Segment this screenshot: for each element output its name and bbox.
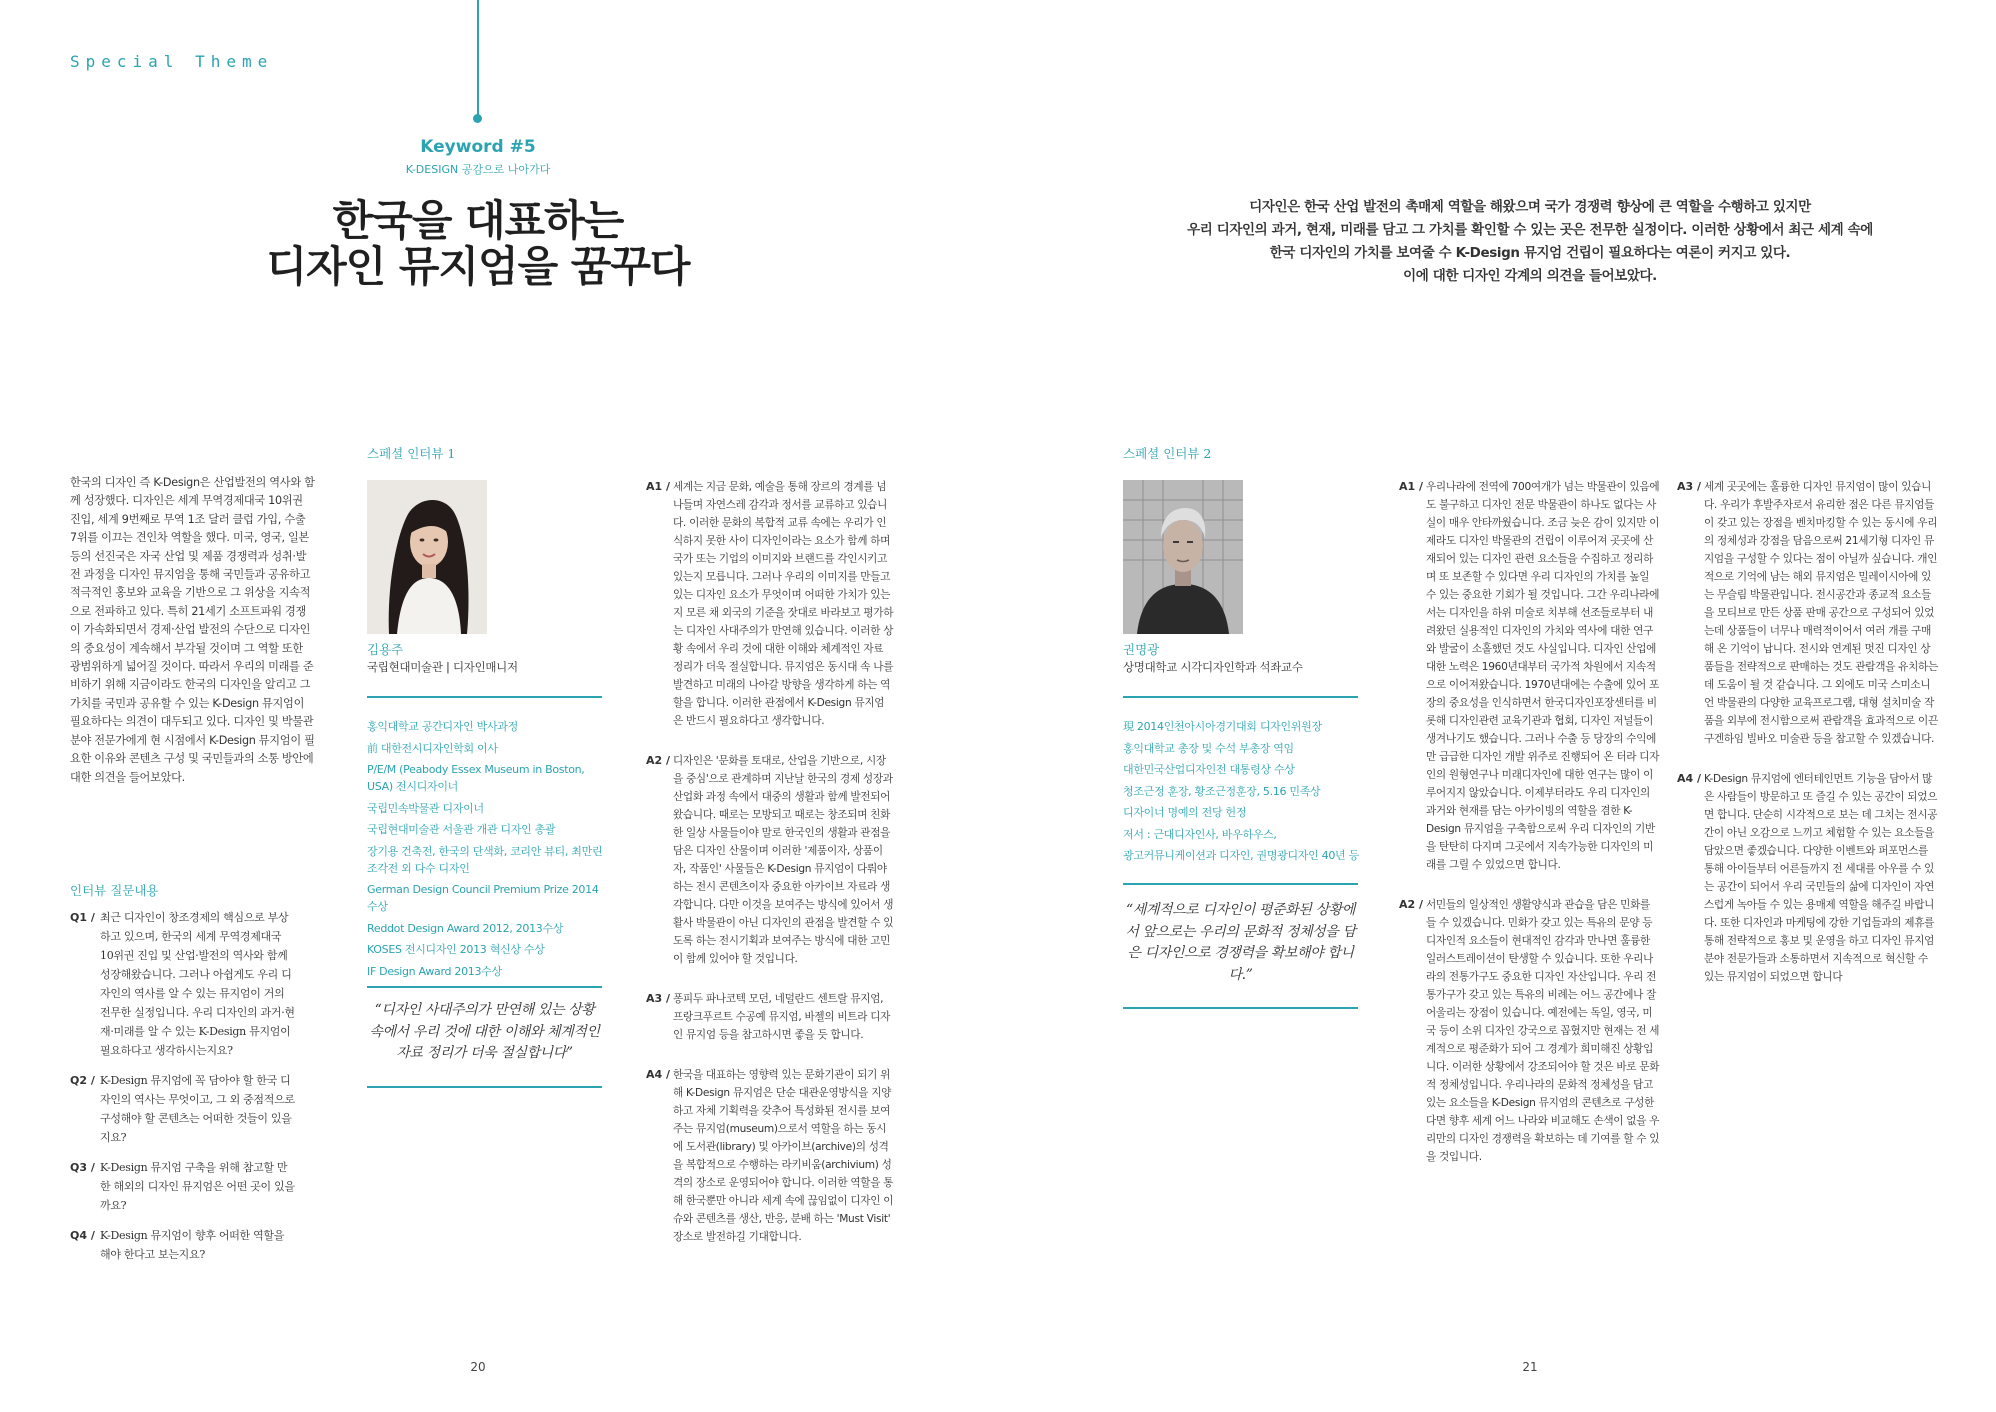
answer-text: 한국을 대표하는 영향력 있는 문화기관이 되기 위해 K-Design 뮤지엄은 단순 대관운영방식을 지양하고 자체 기획력을 갖추어 특성화된 전시를 보여주는 뮤지엄(museum)으로서 역할을 하는 동시에 도서관(library) 및 아카이브(archive)의 성격을 복합적으로 수행하는 라키비움(archivium) 성격의 장소로 운영되어야 합니다. 이러한 역할을 통해 한국뿐만 아니라 세계 속에 끊임없이 디자인 이슈와 콘텐츠를 생산, 반응, 분배 하는 'Must Visit' 장소로 발전하길 기대합니다. <box>673 1069 894 1243</box>
career-item: IF Design Award 2013수상 <box>367 964 502 978</box>
answer-text: 세계 곳곳에는 훌륭한 디자인 뮤지엄이 많이 있습니다. 우리가 후발주자로서 유리한 점은 다른 뮤지엄들이 갖고 있는 장점을 벤치마킹할 수 있는 동시에 우리의 정체성과 강점을 담음으로써 21세기형 디자인 뮤지엄을 구성할 수 있다는 점이 아닐까 싶습니다. 개인적으로 기억에 남는 해외 뮤지엄은 밀레이시아에 있는 무슬림 박물관입니다. 전시공간과 종교적 요소들을 모티브로 만든 상품 판매 공간으로 구성되어 있었는데 상품들이 너무나 매력적이어서 여러 개를 구매해 온 기억이 납니다. 전시와 연계된 멋진 디자인 상품들을 전략적으로 판매하는 것도 관람객을 유치하는 데 도움이 될 것 같습니다. 그 외에도 미국 스미소니언 박물관의 다양한 교육프로그램, 대형 설치미술 작품을 외부에 전시함으로써 관람객을 효과적으로 이끈 구겐하임 빌바오 미술관 등을 참고할 수 있겠습니다. <box>1704 481 1938 745</box>
question-item <box>70 1158 315 1215</box>
answer-label: A3 / <box>1677 480 1702 493</box>
career-item: 홍익대학교 총장 및 수석 부총장 역임 <box>1123 741 1294 755</box>
question-item <box>70 1226 315 1264</box>
career-item: P/E/M (Peabody Essex Museum in Boston, USA) 전시디자이너 <box>367 763 585 793</box>
answer-text: 우리나라에 전역에 700여개가 넘는 박물관이 있음에도 불구하고 디자인 전문 박물관이 하나도 없다는 사실이 매우 안타까웠습니다. 조금 늦은 감이 있지만 이제라도 디자인 박물관의 건립이 이루어져 곳곳에 산재되어 있는 디자인 관련 요소들을 수집하고 정리하며 또 보존할 수 있다면 우리 디자인의 가치를 높일 수 있는 중요한 기회가 될 것입니다. 그간 우리나라에서는 디자인을 하위 미술로 치부해 선조들로부터 내려왔던 실용적인 디자인의 가치와 역사에 대한 연구와 발굴이 소홀했던 것도 사실입니다. 디자인 산업에 대한 노력은 1960년대부터 국가적 차원에서 지속적으로 이어져왔습니다. 1970년대에는 수출에 있어 포장의 중요성을 인식하면서 한국디자인포장센터를 비롯해 디자인관련 교육기관과 협회, 디자인 저널들이 생겨나기도 했습니다. 그러나 수출 등 당장의 수익에만 급급한 디자인 개발 위주로 진행되어 온 터라 디자인의 원형연구나 미래디자인에 대한 연구는 많이 이루어지지 않았습니다. 이제부터라도 우리 디자인의 과거와 현재를 담는 아카이빙의 역할을 겸한 K-Design 뮤지엄을 구축함으로써 우리 디자인의 기반을 탄탄히 다지며 그곳에서 지속가능한 디자인의 미래를 그릴 수 있었으면 합니다. <box>1426 481 1660 871</box>
interviewee2-name: 권명광 <box>1123 642 1160 657</box>
decorative-vertical-line <box>477 0 479 118</box>
career-item: 국립민속박물관 디자이너 <box>367 801 484 815</box>
lead-line: 한국 디자인의 가치를 보여줄 수 K-Design 뮤지엄 건립이 필요하다는 여론이 커지고 있다. <box>1269 245 1791 261</box>
answer-label: A1 / <box>646 480 671 493</box>
lead-line: 디자인은 한국 산업 발전의 촉매제 역할을 해왔으며 국가 경쟁력 향상에 큰 역할을 수행하고 있지만 <box>1249 199 1811 215</box>
question-label: Q2 / <box>70 1074 95 1087</box>
career-item: 장기용 건축전, 한국의 단색화, 코리안 뷰티, 최만린 조각전 외 다수 디자인 <box>367 844 603 875</box>
title-line-1: 한국을 대표하는 <box>332 196 624 245</box>
interviewee1-career-list <box>367 718 607 984</box>
answer-a3 <box>1677 478 1939 748</box>
answer-a4 <box>646 1066 894 1246</box>
decorative-dot <box>473 114 482 123</box>
career-item: 광고커뮤니케이션과 디자인, 권명광디자인 40년 등 <box>1123 849 1359 862</box>
interview1-heading: 스페셜 인터뷰 1 <box>367 446 456 461</box>
title-line-2: 디자인 뮤지엄을 꿈꾸다 <box>266 242 690 291</box>
career-item: KOSES 전시디자인 2013 혁신상 수상 <box>367 943 545 956</box>
interview2-answers-col1 <box>1399 478 1661 1188</box>
career-item: 대한민국산업디자인전 대통령상 수상 <box>1123 763 1295 776</box>
career-item: 저서 : 근대디자인사, 바우하우스, <box>1123 827 1277 841</box>
question-label: Q3 / <box>70 1161 95 1174</box>
interviewee1-name: 김용주 <box>367 642 404 657</box>
keyword-subtitle: K-DESIGN 공감으로 나아가다 <box>405 163 551 176</box>
lead-paragraph <box>1090 196 1970 288</box>
question-label: Q4 / <box>70 1229 95 1242</box>
answer-label: A3 / <box>646 992 671 1005</box>
divider <box>367 1086 602 1088</box>
answer-label: A4 / <box>1677 772 1702 785</box>
question-item <box>70 908 315 1060</box>
answer-text: 서민들의 일상적인 생활양식과 관습을 담은 민화를 들 수 있겠습니다. 민화가 갖고 있는 특유의 문양 등 디자인적 요소들이 현대적인 감각과 만나면 훌륭한 일러스트레이션이 탄생할 수 있습니다. 또한 우리나라의 전통가구도 중요한 디자인 자산입니다. 우리 전통가구가 갖고 있는 특유의 비례는 어느 공간에나 잘 어울리는 장점이 있습니다. 예전에는 독일, 영국, 미국 등이 소위 디자인 강국으로 꼽혔지만 현재는 전 세계적으로 평준화가 되어 그 경계가 희미해진 상황입니다. 이러한 상황에서 강조되어야 할 것은 바로 문화적 정체성입니다. 우리나라의 문화적 정체성을 담고 있는 요소들을 K-Design 뮤지엄의 콘텐츠로 구성한다면 향후 세계 어느 나라와 비교해도 손색이 없을 우리만의 디자인 경쟁력을 확보하는 데 기여를 할 수 있을 것입니다. <box>1426 899 1660 1163</box>
answer-a3 <box>646 990 894 1044</box>
question-text: K-Design 뮤지엄에 꼭 담아야 할 한국 디자인의 역사는 무엇이고, 그 외 중점적으로 구성해야 할 콘텐츠는 어떠한 것들이 있을지요? <box>100 1074 295 1144</box>
questions-heading: 인터뷰 질문내용 <box>70 883 159 898</box>
divider <box>1123 696 1358 698</box>
interview2-answers-col2 <box>1677 478 1939 1008</box>
career-item: 청조근정 훈장, 황조근정훈장, 5.16 민족상 <box>1123 784 1321 798</box>
answer-a1 <box>1399 478 1661 874</box>
question-label: Q1 / <box>70 911 95 924</box>
keyword-label: Keyword #5 <box>420 137 536 157</box>
portrait-man-image <box>1123 480 1243 634</box>
answer-a2 <box>646 752 894 968</box>
interview1-answers <box>646 478 894 1268</box>
answer-label: A2 / <box>1399 898 1424 911</box>
divider <box>1123 1007 1358 1009</box>
answer-a2 <box>1399 896 1661 1166</box>
answer-label: A2 / <box>646 754 671 767</box>
intro-paragraph: 한국의 디자인 즉 K-Design은 산업발전의 역사와 함께 성장했다. 디자인은 세계 무역경제대국 10위권 진입, 세계 9번째로 무역 1조 달러 클럽 가입, 수출 7위를 이끄는 견인차 역할을 했다. 미국, 영국, 일본 등의 선진국은 자국 산업 및 제품 경쟁력과 성취·발전 과정을 디자인 뮤지엄을 통해 국민들과 공유하고 적극적인 홍보와 교육을 기반으로 그 위상을 지속적으로 전파하고 있다. 특히 21세기 소프트파워 경쟁이 가속화되면서 경제·산업 발전의 수단으로 디자인의 중요성이 계속해서 부각될 것이며 그 역할 또한 광범위하게 넓어질 것이다. 따라서 우리의 미래를 준비하기 위해 지금이라도 한국의 디자인을 알리고 그 가치를 국민과 공유할 수 있는 K-Design 뮤지엄이 필요하다는 의견이 대두되고 있다. 디자인 및 박물관 분야 전문가에게 현 시점에서 K-Design 뮤지엄이 필요한 이유와 콘텐츠 구성 및 국민들과의 소통 방안에 대한 의견을 들어보았다. <box>70 476 315 784</box>
answer-text: 세계는 지금 문화, 예술을 통해 장르의 경계를 넘나들며 자연스레 감각과 정서를 교류하고 있습니다. 이러한 문화의 복합적 교류 속에는 우리가 인식하지 못한 사이 디자인이라는 요소가 함께 하며 국가 또는 기업의 이미지와 브랜드를 각인시키고 있는지 모릅니다. 그러나 우리의 이미지를 만들고 있는 디자인 요소가 무엇이며 어떠한 가치가 있는지 모른 채 외국의 기준을 잣대로 바라보고 평가하는 디자인 사대주의가 만연해 있습니다. 이러한 상황 속에서 우리 것에 대한 이해와 체계적인 자료 정리가 더욱 절실합니다. 뮤지엄은 동시대 속 나를 발견하고 미래의 나아갈 방향을 생각하게 하는 역할을 합니다. 이러한 관점에서 K-Design 뮤지엄은 반드시 필요하다고 생각합니다. <box>673 481 894 727</box>
answer-label: A4 / <box>646 1068 671 1081</box>
answer-text: K-Design 뮤지엄에 엔터테인먼트 기능을 담아서 많은 사람들이 방문하고 또 즐길 수 있는 공간이 되었으면 합니다. 단순히 시각적으로 보는 데 그치는 전시공간이 아닌 오감으로 느끼고 체험할 수 있는 요소들을 담았으면 좋겠습니다. 다양한 이벤트와 퍼포먼스를 통해 아이들부터 어른들까지 전 세대를 아우를 수 있는 공간이 되어서 우리 국민들의 삶에 디자인이 자연스럽게 녹아들 수 있는 용매제 역할을 해주길 바랍니다. 또한 디자인과 마케팅에 강한 기업들과의 제휴를 통해 전략적으로 홍보 및 운영을 하고 디자인 뮤지엄 분야 전문가들과 소통하면서 지속적으로 혁신할 수 있는 뮤지엄이 되었으면 합니다 <box>1704 773 1938 983</box>
answer-a1 <box>646 478 894 730</box>
answer-text: 퐁피두 파나코텍 모던, 네덜란드 센트랄 뮤지엄, 프랑크푸르트 수공예 뮤지엄, 바젤의 비트라 디자인 뮤지엄 등을 참고하시면 좋을 듯 합니다. <box>673 993 891 1041</box>
lead-line: 우리 디자인의 과거, 현재, 미래를 담고 그 가치를 확인할 수 있는 곳은 전무한 실정이다. 이러한 상황에서 최근 세계 속에 <box>1187 222 1873 238</box>
answer-text: 디자인은 '문화를 토대로, 산업을 기반으로, 시장을 중심'으로 관계하며 지난날 한국의 경제 성장과 산업화 과정 속에서 대중의 생활과 함께 발전되어 왔습니다. 때로는 모방되고 때로는 창조되며 친화한 일상 사물들이야 말로 한국인의 생활과 관점을 담은 디자인 산물이며 이러한 '제품이자, 상품이자, 작품인' 사물들은 K-Design 뮤지엄이 다뤄야하는 전시 콘텐츠이자 중요한 아카이브 자료라 생각합니다. 다만 이것을 보여주는 방식에 있어서 생활사 박물관이 아닌 디자인의 관점을 발견할 수 있도록 하는 전시기획과 보여주는 방식에 대한 고민이 함께 있어야 할 것입니다. <box>673 755 894 965</box>
interviewee1-role: 국립현대미술관 | 디자인매니저 <box>367 660 518 674</box>
divider <box>367 696 602 698</box>
divider <box>1123 883 1358 885</box>
portrait-woman-image <box>367 480 487 634</box>
page-number-right: 21 <box>1522 1360 1538 1374</box>
career-item: 前 대한전시디자인학회 이사 <box>367 741 498 755</box>
career-item: 홍익대학교 공간디자인 박사과정 <box>367 720 518 733</box>
interview2-pull-quote: “세계적으로 디자인이 평준화된 상황에서 앞으로는 우리의 문화적 정체성을 담은 디자인으로 경쟁력을 확보해야 합니다.” <box>1125 902 1356 983</box>
interview1-pull-quote: “디자인 사대주의가 만연해 있는 상황 속에서 우리 것에 대한 이해와 체계적인 자료 정리가 더욱 절실합니다” <box>369 1002 600 1061</box>
question-item <box>70 1071 315 1147</box>
questions-list <box>70 908 315 1275</box>
career-item: 국립현대미술관 서울관 개관 디자인 총괄 <box>367 823 556 836</box>
career-item: 現 2014인천아시아경기대회 디자인위원장 <box>1123 720 1322 733</box>
page-title <box>128 198 828 290</box>
interviewee2-photo <box>1123 480 1243 634</box>
section-label: Special Theme <box>70 52 274 71</box>
question-text: 최근 디자인이 창조경제의 핵심으로 부상하고 있으며, 한국의 세계 무역경제대국 10위권 진입 및 산업·발전의 역사와 함께 성장해왔습니다. 그러나 아쉽게도 우리 디자인의 역사를 알 수 있는 뮤지엄이 거의 전무한 실정입니다. 우리 디자인의 과거·현재·미래를 알 수 있는 K-Design 뮤지엄이 필요하다고 생각하시는지요? <box>100 911 295 1057</box>
answer-a4 <box>1677 770 1939 986</box>
interviewee2-career-list <box>1123 718 1363 869</box>
interview2-heading: 스페셜 인터뷰 2 <box>1123 446 1212 461</box>
career-item: 디자이너 명예의 전당 헌정 <box>1123 806 1247 819</box>
career-item: German Design Council Premium Prize 2014 수상 <box>367 883 599 913</box>
interviewee1-photo <box>367 480 487 634</box>
page-number-left: 20 <box>470 1360 486 1374</box>
answer-label: A1 / <box>1399 480 1424 493</box>
interviewee2-role: 상명대학교 시각디자인학과 석좌교수 <box>1123 660 1303 674</box>
divider <box>367 986 602 988</box>
question-text: K-Design 뮤지엄 구축을 위해 참고할 만한 해외의 디자인 뮤지엄은 어떤 곳이 있을까요? <box>100 1161 295 1212</box>
question-text: K-Design 뮤지엄이 향후 어떠한 역할을 해야 한다고 보는지요? <box>100 1229 285 1261</box>
career-item: Reddot Design Award 2012, 2013수상 <box>367 921 564 935</box>
lead-line: 이에 대한 디자인 각계의 의견을 들어보았다. <box>1403 268 1657 284</box>
